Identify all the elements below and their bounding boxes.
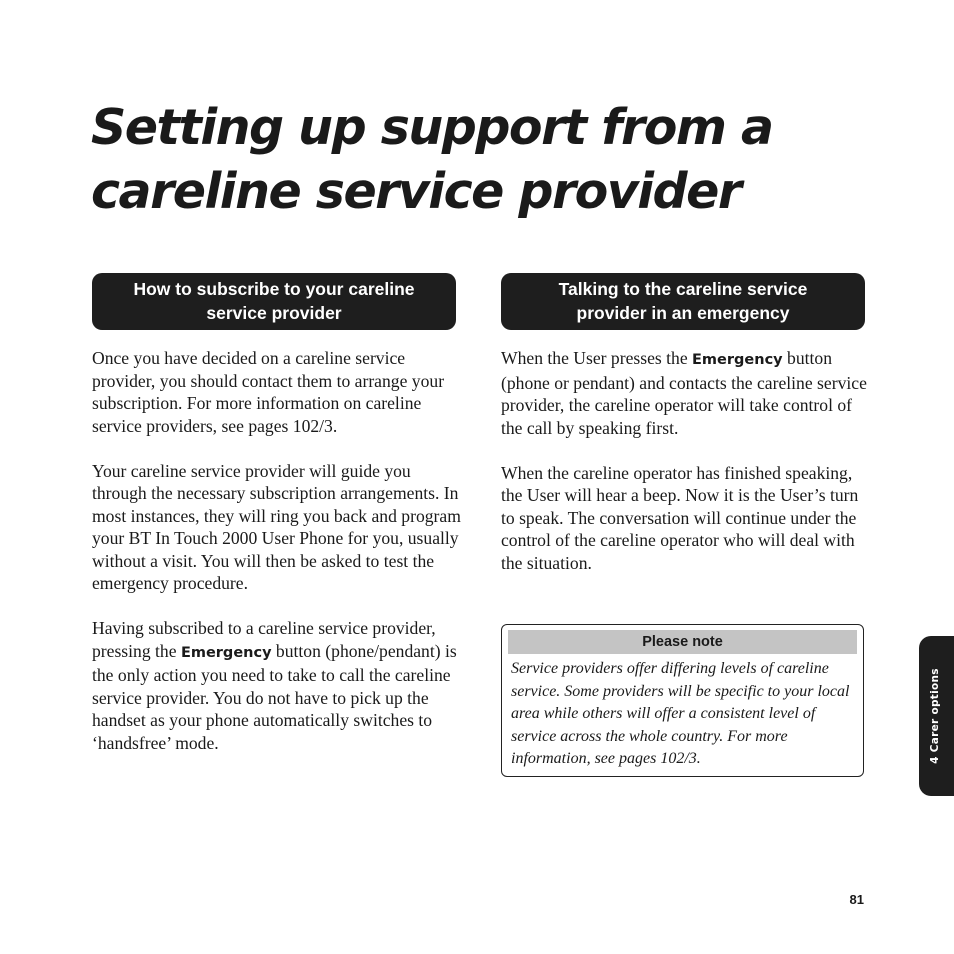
emergency-header-line-2: provider in an emergency <box>576 303 790 323</box>
emergency-paragraph-1 <box>501 347 873 439</box>
emergency-paragraph-1-text-b: button (phone or pendant) and contacts the careline service provider, the careline operator will take control of the call by speaking first. <box>501 348 867 438</box>
subscribe-section-body <box>92 347 464 777</box>
subscribe-paragraph-3 <box>92 617 464 754</box>
page-title-line-2: careline service provider <box>91 163 741 220</box>
subscribe-section-header <box>92 273 456 330</box>
subscribe-header-line-1: How to subscribe to your careline <box>133 279 415 299</box>
please-note-box <box>501 624 864 777</box>
please-note-header: Please note <box>508 630 857 654</box>
page-number: 81 <box>849 892 864 907</box>
page-title <box>91 96 811 224</box>
please-note-text: Service providers offer differing levels of careline service. Some providers will be specific to your local area while others will offer a consistent level of service across the whole country. For more information, see pages 102/3. <box>511 660 850 767</box>
emergency-paragraph-1-text-a: When the User presses the <box>501 348 693 368</box>
subscribe-paragraph-3-text-a: Having subscribed to a careline service provider, pressing the <box>92 618 436 661</box>
page-title-line-1: Setting up support from a <box>91 99 773 156</box>
emergency-paragraph-2: When the careline operator has finished speaking, the User will hear a beep. Now it is the User’s turn to speak. The conversation will continue under the control of the careline operator who will deal with the situation. <box>501 462 859 573</box>
emergency-header-line-1: Talking to the careline service <box>558 279 808 299</box>
emergency-section-body <box>501 347 873 597</box>
chapter-side-tab-label: 4 Carer options <box>929 668 941 764</box>
subscribe-paragraph-2: Your careline service provider will guide you through the necessary subscription arrangements. In most instances, they will ring you back and program your BT In Touch 2000 User Phone for you, usually without a visit. You will then be asked to test the emergency procedure. <box>92 460 461 593</box>
emergency-keyword: Emergency <box>692 352 783 368</box>
subscribe-paragraph-1: Once you have decided on a careline service provider, you should contact them to arrange your subscription. For more information on careline service providers, see pages 102/3. <box>92 348 445 436</box>
emergency-section-header <box>501 273 865 330</box>
emergency-keyword: Emergency <box>180 644 272 661</box>
subscribe-paragraph-3-text-b: button (phone/pendant) is the only action you need to take to call the careline service provider. You do not have to pick up the handset as your phone automatically switches to ‘handsfree’ mode. <box>92 640 457 753</box>
subscribe-header-line-2: service provider <box>206 303 342 323</box>
